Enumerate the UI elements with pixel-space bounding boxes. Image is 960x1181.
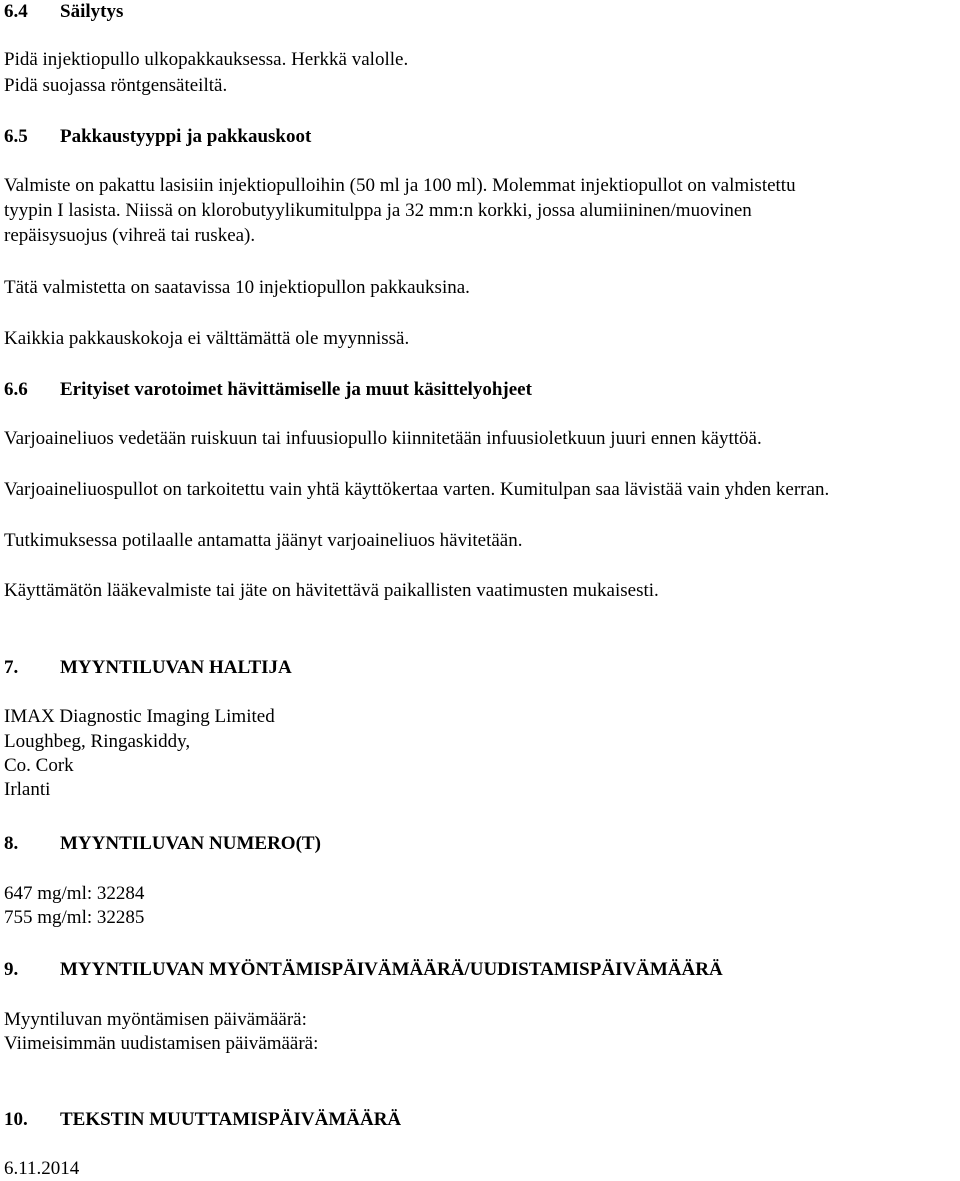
paragraph: Tutkimuksessa potilaalle antamatta jäänyt varjoaineliuos hävitetään. (4, 530, 523, 551)
section-number: 6.5 (4, 126, 28, 147)
section-title: MYYNTILUVAN HALTIJA (60, 657, 292, 678)
section-number: 8. (4, 833, 19, 854)
section-10-heading (4, 1108, 401, 1132)
section-number: 10. (4, 1109, 28, 1130)
paragraph-line: tyypin I lasista. Niissä on klorobutyylikumitulppa ja 32 mm:n korkki, jossa alumiininen/muovinen (4, 200, 752, 221)
section-title: MYYNTILUVAN NUMERO(T) (60, 833, 321, 854)
section-title: Erityiset varotoimet hävittämiselle ja muut käsittelyohjeet (60, 379, 532, 400)
paragraph: Varjoaineliuospullot on tarkoitettu vain yhtä käyttökertaa varten. Kumitulpan saa lävistää vain yhden kerran. (4, 479, 830, 500)
address-line: Co. Cork (4, 755, 74, 776)
section-7-heading (4, 656, 292, 680)
paragraph: Varjoaineliuos vedetään ruiskuun tai infuusiopullo kiinnitetään infuusioletkuun juuri ennen käyttöä. (4, 428, 762, 449)
paragraph-line: Pidä suojassa röntgensäteiltä. (4, 75, 228, 96)
paragraph: Kaikkia pakkauskokoja ei välttämättä ole myynnissä. (4, 328, 410, 349)
section-title: TEKSTIN MUUTTAMISPÄIVÄMÄÄRÄ (60, 1109, 402, 1130)
address-line: IMAX Diagnostic Imaging Limited (4, 706, 275, 727)
paragraph-line: Pidä injektiopullo ulkopakkauksessa. Herkkä valolle. (4, 49, 409, 70)
paragraph-line: Valmiste on pakattu lasisiin injektiopulloihin (50 ml ja 100 ml). Molemmat injektiopullot on valmistettu (4, 175, 796, 196)
date-label: Viimeisimmän uudistamisen päivämäärä: (4, 1033, 319, 1054)
authorization-number: 755 mg/ml: 32285 (4, 907, 145, 928)
section-number: 9. (4, 959, 19, 980)
section-title: Pakkaustyyppi ja pakkauskoot (60, 126, 312, 147)
paragraph: Tätä valmistetta on saatavissa 10 injektiopullon pakkauksina. (4, 277, 470, 298)
section-8-heading (4, 832, 321, 856)
section-title: MYYNTILUVAN MYÖNTÄMISPÄIVÄMÄÄRÄ/UUDISTAMISPÄIVÄMÄÄRÄ (60, 959, 723, 980)
date-label: Myyntiluvan myöntämisen päivämäärä: (4, 1009, 307, 1030)
address-line: Irlanti (4, 779, 51, 800)
section-title: Säilytys (60, 1, 124, 22)
paragraph-line: repäisysuojus (vihreä tai ruskea). (4, 225, 256, 246)
section-number: 7. (4, 657, 19, 678)
address-line: Loughbeg, Ringaskiddy, (4, 731, 191, 752)
section-number: 6.6 (4, 379, 28, 400)
section-6-4-heading (4, 0, 123, 24)
paragraph: Käyttämätön lääkevalmiste tai jäte on hävitettävä paikallisten vaatimusten mukaisesti. (4, 580, 659, 601)
authorization-number: 647 mg/ml: 32284 (4, 883, 145, 904)
section-9-heading (4, 958, 723, 982)
section-6-5-heading (4, 125, 311, 149)
section-number: 6.4 (4, 1, 28, 22)
revision-date: 6.11.2014 (4, 1158, 80, 1179)
section-6-6-heading (4, 378, 532, 402)
